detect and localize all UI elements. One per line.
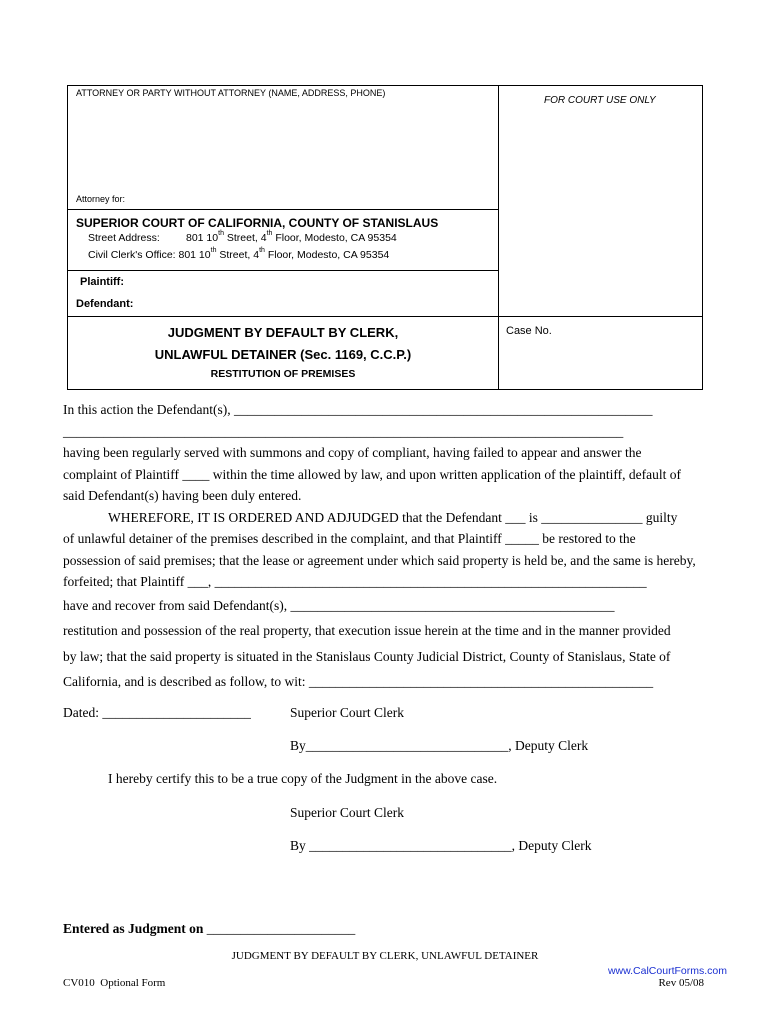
clerk-office-label: Civil Clerk's Office: [88,249,176,261]
body-line-5: said Defendant(s) having been duly entered. [63,488,302,503]
attorney-label: ATTORNEY OR PARTY WITHOUT ATTORNEY (NAME, ADDRESS, PHONE) [76,88,386,98]
superior-court-clerk-2: Superior Court Clerk [290,805,404,820]
body-line-9: forfeited; that Plaintiff ___, ________________________________________________________________ [63,574,647,589]
caption-divider-attorney [67,209,499,210]
entered-as-judgment [63,921,355,937]
body-line-8: possession of said premises; that the lease or agreement under which said property is held be, and the same is hereby, [63,553,696,568]
body-line-1: In this action the Defendant(s), ______________________________________________________________ [63,402,653,417]
website-link[interactable]: www.CalCourtForms.com [607,965,727,977]
court-use-label: FOR COURT USE ONLY [544,95,656,106]
footer-title: JUDGMENT BY DEFAULT BY CLERK, UNLAWFUL DETAINER [231,950,539,962]
case-number-label: Case No. [506,325,552,337]
body-line-10: have and recover from said Defendant(s), ________________________________________________ [63,598,615,613]
court-street-address: Street Address: 801 10th Street, 4th Floor, Modesto, CA 95354 [88,230,397,244]
caption-divider-vertical [498,85,499,390]
caption-divider-title [67,316,703,317]
body-line-13: California, and is described as follow, to wit: ___________________________________________________ [63,674,654,689]
body-line-3: having been regularly served with summons and copy of compliant, having failed to appear and answer the [63,445,642,460]
form-id: CV010 Optional Form [63,977,166,989]
caption-divider-court [67,270,499,271]
deputy-clerk-signature-1: By______________________________, Deputy Clerk [290,738,589,753]
body-line-4: complaint of Plaintiff ____ within the time allowed by law, and upon written application of the plaintiff, default of [63,467,681,482]
superior-court-clerk-1: Superior Court Clerk [290,705,404,720]
attorney-for-label: Attorney for: [76,194,126,204]
body-line-7: of unlawful detainer of the premises described in the complaint, and that Plaintiff _____ be restored to the [63,531,636,546]
form-title-line3: RESTITUTION OF PREMISES [210,368,356,380]
revision-date: Rev 05/08 [658,977,704,989]
dated-field: Dated: ______________________ [63,705,251,720]
body-line-11: restitution and possession of the real property, that execution issue herein at the time and in the manner provided [63,623,671,638]
body-line-6: WHEREFORE, IT IS ORDERED AND ADJUDGED that the Defendant ___ is _______________ guilty [108,510,678,525]
street-address-label: Street Address: [88,232,160,244]
form-title-line2: UNLAWFUL DETAINER (Sec. 1169, C.C.P.) [154,347,412,362]
body-line-2: ___________________________________________________________________________________ [63,424,624,439]
form-title-line1: JUDGMENT BY DEFAULT BY CLERK, [167,325,399,340]
defendant-label: Defendant: [76,298,134,310]
entered-as-judgment-line: ______________________ [206,921,356,936]
court-clerk-office: Civil Clerk's Office: 801 10th Street, 4th Floor, Modesto, CA 95354 [88,247,390,261]
plaintiff-label: Plaintiff: [80,276,124,288]
court-name: SUPERIOR COURT OF CALIFORNIA, COUNTY OF STANISLAUS [76,216,439,230]
entered-as-judgment-label: Entered as Judgment on [63,921,204,936]
certification-statement: I hereby certify this to be a true copy of the Judgment in the above case. [108,771,498,786]
deputy-clerk-signature-2: By ______________________________, Deputy Clerk [290,838,592,853]
body-line-12: by law; that the said property is situated in the Stanislaus County Judicial District, County of Stanislaus, State of [63,649,671,664]
